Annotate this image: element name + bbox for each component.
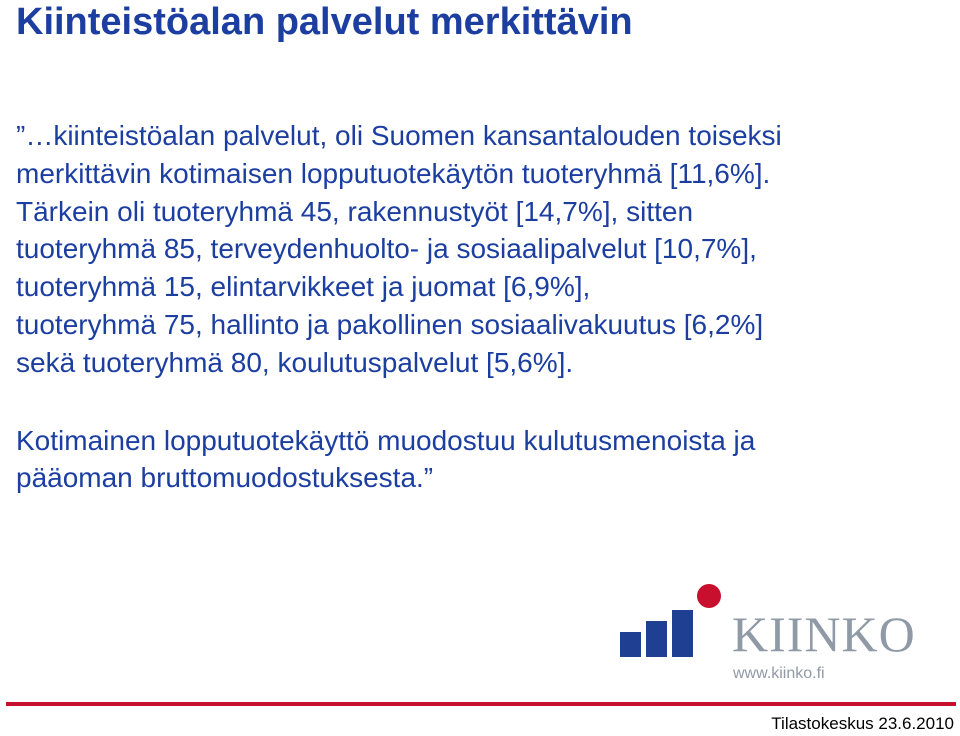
slide-title: Kiinteistöalan palvelut merkittävin xyxy=(16,1,633,43)
quote-line: ”…kiinteistöalan palvelut, oli Suomen kansantalouden toiseksi xyxy=(16,120,782,151)
quote-line: sekä tuoteryhmä 80, koulutuspalvelut [5,6%]. xyxy=(16,346,574,378)
quote-paragraph-2 xyxy=(16,422,936,498)
kiinko-bars-icon xyxy=(620,580,730,660)
logo-bar-2 xyxy=(646,621,667,657)
footer-source: Tilastokeskus 23.6.2010 xyxy=(771,714,954,733)
footer-divider xyxy=(6,702,956,706)
logo-url: www.kiinko.fi xyxy=(733,665,825,682)
kiinko-logo xyxy=(620,580,950,690)
logo-dot-icon xyxy=(697,584,721,608)
quote-line: tuoteryhmä 75, hallinto ja pakollinen sosiaalivakuutus [6,2%] xyxy=(16,308,764,340)
quote-line: merkittävin kotimaisen lopputuotekäytön tuoteryhmä [11,6%]. xyxy=(16,157,771,189)
logo-wordmark: KIINKO xyxy=(732,606,916,662)
paragraph-gap xyxy=(16,382,936,422)
quote-line: pääoman bruttomuodostuksesta.” xyxy=(16,462,434,494)
logo-bar-3 xyxy=(672,610,693,657)
slide-body xyxy=(16,117,936,497)
quote-line: tuoteryhmä 15, elintarvikkeet ja juomat [6,9%], xyxy=(16,271,591,303)
quote-line: tuoteryhmä 85, terveydenhuolto- ja sosiaalipalvelut [10,7%], xyxy=(16,233,757,265)
logo-bar-1 xyxy=(620,632,641,657)
quote-paragraph-1 xyxy=(16,117,936,382)
quote-line: Tärkein oli tuoteryhmä 45, rakennustyöt [14,7%], sitten xyxy=(16,195,694,227)
quote-line: Kotimainen lopputuotekäyttö muodostuu kulutusmenoista ja xyxy=(16,424,756,456)
